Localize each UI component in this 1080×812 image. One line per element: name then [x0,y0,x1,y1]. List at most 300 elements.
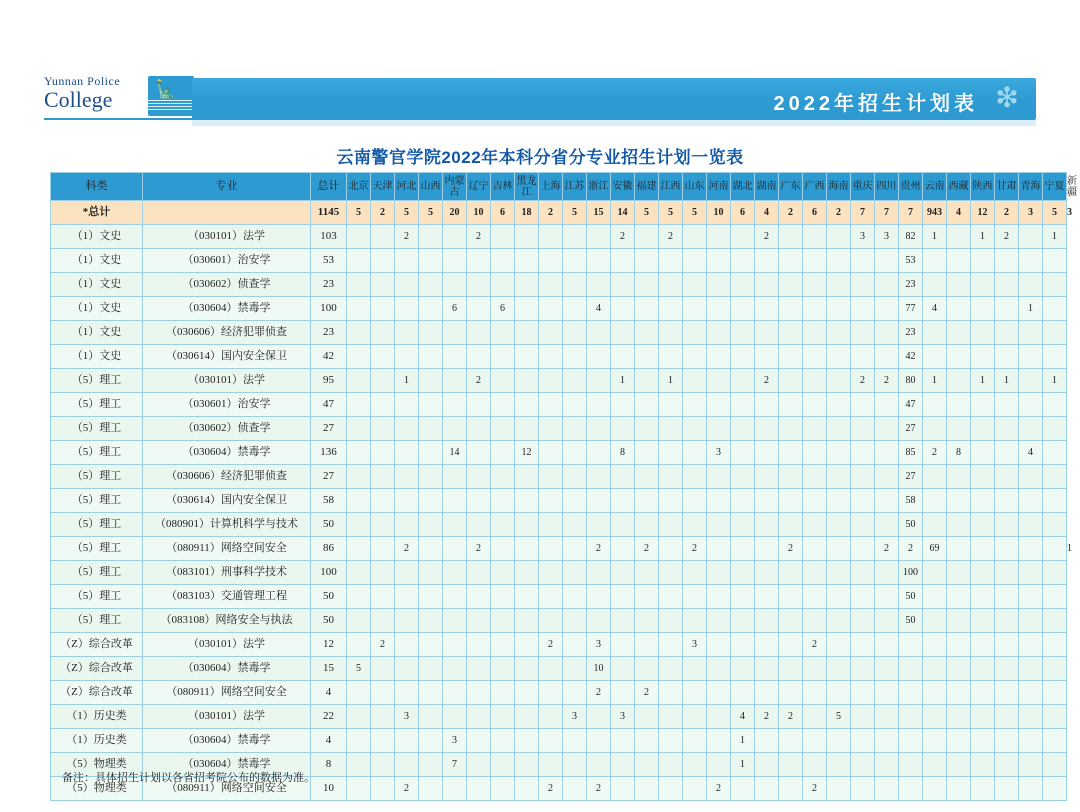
cell-province-13 [635,465,659,489]
cell-province-10 [563,273,587,297]
cell-province-30: 5 [1043,201,1067,225]
cell-province-22: 3 [851,225,875,249]
cell-province-7 [491,729,515,753]
cell-province-17 [731,585,755,609]
cell-province-19 [779,753,803,777]
cell-province-18 [755,729,779,753]
cell-province-12 [611,273,635,297]
cell-province-22 [851,609,875,633]
cell-province-15 [683,561,707,585]
cell-province-17 [731,537,755,561]
cell-province-4 [419,441,443,465]
cell-province-7 [491,777,515,801]
cell-kelei: （5）理工 [51,513,143,537]
cell-province-10 [563,321,587,345]
cell-province-15: 5 [683,201,707,225]
cell-province-12 [611,489,635,513]
cell-province-11 [587,225,611,249]
cell-province-1 [347,441,371,465]
cell-province-3 [395,417,419,441]
cell-province-2 [371,441,395,465]
cell-province-6 [467,465,491,489]
table-row [51,225,1067,249]
cell-province-23 [875,297,899,321]
cell-province-14 [659,273,683,297]
eagle-glyph: 🗽 [155,80,177,99]
cell-province-4 [419,657,443,681]
cell-province-12: 8 [611,441,635,465]
cell-province-1 [347,369,371,393]
cell-province-1 [347,561,371,585]
cell-province-9 [539,369,563,393]
cell-province-8 [515,273,539,297]
cell-province-29 [1019,465,1043,489]
cell-province-29 [1019,657,1043,681]
cell-province-7 [491,321,515,345]
cell-province-13 [635,753,659,777]
cell-major: （030604）禁毒学 [143,729,311,753]
cell-province-2 [371,489,395,513]
cell-province-5 [443,609,467,633]
cell-province-3 [395,633,419,657]
cell-province-11 [587,345,611,369]
cell-province-13 [635,417,659,441]
cell-province-27 [971,561,995,585]
cell-province-28 [995,729,1019,753]
cell-province-27 [971,393,995,417]
cell-major: （030101）法学 [143,225,311,249]
cell-kelei: （1）文史 [51,297,143,321]
cell-province-15 [683,369,707,393]
cell-province-25 [923,393,947,417]
cell-province-19 [779,369,803,393]
cell-province-8 [515,585,539,609]
cell-total: 53 [311,249,347,273]
cell-major: （030604）禁毒学 [143,657,311,681]
cell-province-18: 2 [755,225,779,249]
cell-province-6 [467,609,491,633]
header-province-guangxi: 广西 [803,173,827,201]
cell-province-13 [635,561,659,585]
cell-province-13 [635,705,659,729]
cell-province-25: 1 [923,369,947,393]
cell-province-21 [827,417,851,441]
cell-province-19 [779,609,803,633]
cell-province-7 [491,225,515,249]
cell-province-17: 4 [731,705,755,729]
cell-province-2 [371,465,395,489]
table-body [51,201,1072,801]
cell-province-23 [875,729,899,753]
cell-province-25 [923,345,947,369]
header-province-sichuan: 四川 [875,173,899,201]
cell-province-19 [779,321,803,345]
header-province-shanxi: 山西 [419,173,443,201]
cell-province-11 [587,585,611,609]
cell-province-23: 2 [875,537,899,561]
cell-province-14 [659,633,683,657]
cell-province-1 [347,513,371,537]
logo-line1: Yunnan Police [44,74,121,88]
cell-province-23 [875,321,899,345]
cell-province-21 [827,345,851,369]
cell-province-3 [395,585,419,609]
cell-kelei: （5）物理类 [51,753,143,777]
cell-province-17 [731,681,755,705]
cell-province-20 [803,753,827,777]
cell-total: 42 [311,345,347,369]
cell-province-28 [995,777,1019,801]
cell-province-24: 42 [899,345,923,369]
cell-province-2 [371,369,395,393]
cell-province-16 [707,225,731,249]
cell-province-4 [419,273,443,297]
cell-province-30 [1043,777,1067,801]
cell-province-2 [371,249,395,273]
cell-province-30 [1043,513,1067,537]
cell-province-26 [947,609,971,633]
cell-province-7 [491,585,515,609]
cell-province-26 [947,633,971,657]
cell-total: 50 [311,585,347,609]
cell-province-9 [539,753,563,777]
cell-kelei: （5）理工 [51,537,143,561]
cell-province-4 [419,321,443,345]
table-row [51,657,1067,681]
cell-province-3 [395,393,419,417]
cell-province-11 [587,729,611,753]
cell-province-7 [491,273,515,297]
cell-province-15 [683,753,707,777]
cell-total: 8 [311,753,347,777]
cell-province-20 [803,225,827,249]
cell-major: （030604）禁毒学 [143,297,311,321]
header-major: 专业 [143,173,311,201]
cell-province-3 [395,345,419,369]
cell-province-25 [923,249,947,273]
cell-province-24: 77 [899,297,923,321]
cell-province-19 [779,465,803,489]
cell-province-27 [971,729,995,753]
cell-province-4 [419,489,443,513]
cell-province-3 [395,681,419,705]
cell-province-7 [491,705,515,729]
header-province-guizhou: 贵州 [899,173,923,201]
cell-province-30 [1043,297,1067,321]
cell-province-27 [971,321,995,345]
cell-province-5 [443,417,467,441]
cell-province-28 [995,681,1019,705]
cell-province-10 [563,777,587,801]
cell-province-17 [731,609,755,633]
cell-province-9 [539,489,563,513]
cell-province-23 [875,441,899,465]
cell-province-24: 23 [899,321,923,345]
cell-province-24: 47 [899,393,923,417]
cell-province-11 [587,561,611,585]
cell-province-19 [779,777,803,801]
cell-province-16 [707,657,731,681]
cell-province-6 [467,753,491,777]
cell-kelei: （1）文史 [51,345,143,369]
cell-province-8 [515,321,539,345]
cell-province-12 [611,537,635,561]
cell-province-10 [563,489,587,513]
cell-province-21 [827,393,851,417]
cell-province-15 [683,393,707,417]
cell-province-10 [563,393,587,417]
cell-province-14 [659,609,683,633]
cell-province-7 [491,609,515,633]
cell-province-23 [875,705,899,729]
cell-province-20 [803,441,827,465]
cell-province-19: 2 [779,705,803,729]
cell-province-30 [1043,393,1067,417]
cell-total: 27 [311,465,347,489]
header-province-beijing: 北京 [347,173,371,201]
cell-province-15 [683,489,707,513]
header-province-hebei: 河北 [395,173,419,201]
cell-province-5: 6 [443,297,467,321]
cell-province-8 [515,225,539,249]
cell-province-17 [731,441,755,465]
cell-province-18 [755,417,779,441]
cell-province-16 [707,729,731,753]
cell-province-25 [923,777,947,801]
cell-province-16 [707,369,731,393]
cell-province-12: 3 [611,705,635,729]
cell-province-29 [1019,321,1043,345]
cell-province-14: 1 [659,369,683,393]
cell-province-2 [371,345,395,369]
cell-province-3: 1 [395,369,419,393]
cell-province-17 [731,561,755,585]
cell-province-28 [995,273,1019,297]
cell-total: 4 [311,729,347,753]
cell-province-19 [779,345,803,369]
cell-province-7 [491,441,515,465]
cell-province-7 [491,465,515,489]
cell-province-6: 10 [467,201,491,225]
cell-province-19: 2 [779,201,803,225]
cell-province-16 [707,609,731,633]
cell-province-24 [899,705,923,729]
cell-province-13 [635,249,659,273]
cell-province-18 [755,513,779,537]
cell-province-18: 4 [755,201,779,225]
cell-province-8 [515,249,539,273]
cell-province-19 [779,681,803,705]
cell-province-27: 12 [971,201,995,225]
cell-province-24: 82 [899,225,923,249]
cell-province-29 [1019,777,1043,801]
cell-province-6 [467,777,491,801]
table-row [51,249,1067,273]
cell-province-6 [467,585,491,609]
cell-province-20 [803,489,827,513]
cell-province-22 [851,657,875,681]
cell-province-5 [443,273,467,297]
header-province-fujian: 福建 [635,173,659,201]
cell-province-30 [1043,681,1067,705]
cell-province-26: 4 [947,201,971,225]
cell-major: （030101）法学 [143,633,311,657]
table-head [51,173,1077,201]
cell-province-3: 2 [395,537,419,561]
cell-province-20 [803,273,827,297]
cell-province-9 [539,561,563,585]
cell-province-23 [875,393,899,417]
cell-province-1 [347,609,371,633]
cell-kelei: （1）文史 [51,225,143,249]
cell-province-20 [803,249,827,273]
cell-province-24: 50 [899,609,923,633]
cell-major: （030604）禁毒学 [143,753,311,777]
cell-province-5 [443,777,467,801]
cell-province-10 [563,537,587,561]
cell-kelei: （5）理工 [51,441,143,465]
cell-province-11 [587,753,611,777]
cell-province-14 [659,489,683,513]
cell-total: 86 [311,537,347,561]
cell-kelei: （1）文史 [51,273,143,297]
cell-province-15 [683,513,707,537]
cell-province-17 [731,489,755,513]
cell-province-14 [659,705,683,729]
logo-underline [44,118,194,120]
cell-province-5 [443,369,467,393]
cell-major: （030101）法学 [143,705,311,729]
cell-province-23 [875,633,899,657]
cell-province-1 [347,465,371,489]
cell-province-30 [1043,633,1067,657]
cell-province-6 [467,729,491,753]
cell-major: （030606）经济犯罪侦查 [143,321,311,345]
cell-province-14: 5 [659,201,683,225]
cell-province-28 [995,249,1019,273]
cell-province-27 [971,585,995,609]
cell-kelei: （5）理工 [51,393,143,417]
header-province-shaanxi: 陕西 [971,173,995,201]
cell-province-18 [755,345,779,369]
cell-province-13 [635,321,659,345]
cell-province-14 [659,321,683,345]
cell-province-25: 2 [923,441,947,465]
cell-province-19 [779,249,803,273]
cell-major: （080911）网络空间安全 [143,537,311,561]
cell-province-21 [827,489,851,513]
cell-province-23 [875,513,899,537]
page-title: 云南警官学院2022年本科分省分专业招生计划一览表 [336,148,744,167]
cell-province-1 [347,729,371,753]
cell-total: 22 [311,705,347,729]
table-row [51,681,1067,705]
cell-province-2 [371,753,395,777]
cell-province-28 [995,441,1019,465]
cell-province-30 [1043,465,1067,489]
header-row: 科类 专业 总计 北京 天津 河北 山西 内蒙古 辽宁 吉林 黑龙江 上海 江苏 浙江 安徽 福建 江西 山东 河南 湖北 湖南 广东 广西 海南 重庆 四川 贵州 云南 西藏 陕西 甘肃 青海 宁夏 新疆 [51,173,1067,201]
cell-province-23 [875,489,899,513]
cell-province-19 [779,561,803,585]
cell-province-12 [611,513,635,537]
cell-province-6 [467,417,491,441]
cell-province-26 [947,465,971,489]
cell-province-3 [395,273,419,297]
cell-province-17 [731,777,755,801]
cell-province-29 [1019,417,1043,441]
cell-province-23: 3 [875,225,899,249]
cell-province-22 [851,489,875,513]
cell-province-26 [947,393,971,417]
cell-province-16 [707,393,731,417]
cell-province-8 [515,297,539,321]
cell-province-11 [587,489,611,513]
cell-province-2 [371,657,395,681]
cell-kelei: *总计 [51,201,143,225]
cell-province-16 [707,321,731,345]
cell-kelei: （5）理工 [51,369,143,393]
cell-province-4 [419,681,443,705]
cell-province-1 [347,489,371,513]
cell-province-7 [491,513,515,537]
cell-province-28 [995,489,1019,513]
cell-province-26 [947,225,971,249]
cell-province-8 [515,369,539,393]
cell-province-10 [563,609,587,633]
eagle-badge-icon [148,76,194,116]
cell-province-24: 80 [899,369,923,393]
cell-province-7: 6 [491,201,515,225]
cell-province-19 [779,417,803,441]
cell-province-12 [611,609,635,633]
cell-province-2 [371,585,395,609]
cell-major: （083108）网络安全与执法 [143,609,311,633]
cell-province-14 [659,393,683,417]
cell-province-30 [1043,585,1067,609]
cell-province-23 [875,345,899,369]
cell-major: （083103）交通管理工程 [143,585,311,609]
cell-major: （030614）国内安全保卫 [143,345,311,369]
cell-province-8 [515,681,539,705]
cell-province-15 [683,273,707,297]
header-province-tianjin: 天津 [371,173,395,201]
cell-province-15 [683,705,707,729]
cell-province-12 [611,681,635,705]
cell-province-21 [827,297,851,321]
cell-province-8 [515,393,539,417]
cell-province-14 [659,249,683,273]
header-province-heilongjiang: 黑龙江 [515,173,539,201]
cell-province-7 [491,681,515,705]
cell-province-4 [419,729,443,753]
header-province-jiangsu: 江苏 [563,173,587,201]
cell-province-27 [971,417,995,441]
table-row [51,561,1067,585]
cell-province-23 [875,273,899,297]
cell-province-14 [659,585,683,609]
cell-province-29 [1019,369,1043,393]
cell-province-29 [1019,345,1043,369]
cell-province-8: 18 [515,201,539,225]
cell-province-18 [755,441,779,465]
table-row: *总计 1145 5 2 5 5 20 10 6 18 2 5 15 14 5 5 5 10 6 4 2 6 2 7 7 7 943 4 12 2 3 5 3 [51,201,1067,225]
cell-province-8 [515,417,539,441]
cell-province-10 [563,297,587,321]
cell-province-20 [803,729,827,753]
cell-province-27 [971,273,995,297]
cell-province-4: 5 [419,201,443,225]
cell-province-19 [779,441,803,465]
